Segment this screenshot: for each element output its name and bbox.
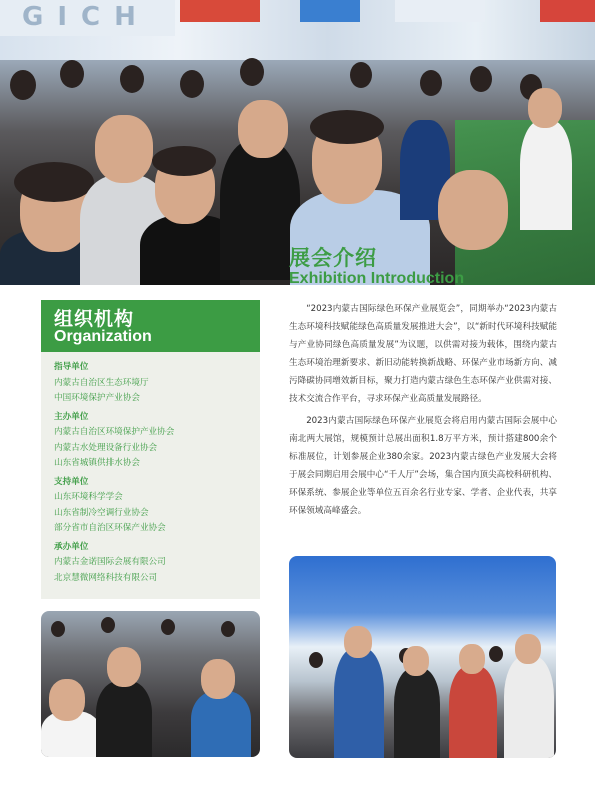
visitor-head xyxy=(120,65,144,93)
visitor-face xyxy=(238,100,288,158)
org-group-host xyxy=(54,410,254,472)
visitor-face xyxy=(403,646,429,676)
visitor-head xyxy=(221,621,235,637)
visitor-head xyxy=(60,60,84,88)
visitor-body xyxy=(520,120,572,230)
visitor-face xyxy=(515,634,541,664)
booth-banner xyxy=(395,0,485,22)
visitor-body xyxy=(449,666,497,758)
hall-sign-text: GICH xyxy=(22,2,150,32)
booth-banner xyxy=(540,0,595,22)
visitor-face xyxy=(438,170,508,250)
intro-paragraph: 2023内蒙古国际绿色环保产业展览会将启用内蒙古国际会展中心南北两大展馆，规模预计总展出面积1.8万平方米，预计搭建800余个标准展位，计划参展企业380余家。2023内蒙古绿色产业发展大会将于展会同期启用会展中心“千人厅”会场，集合国内顶尖高校科研机构、环保系统、参展企业等单位五百余名行业专家、学者、企业代表，共享环保领域高峰盛会。 xyxy=(289,416,557,516)
booth-banner xyxy=(300,0,360,22)
visitor-head xyxy=(161,619,175,635)
org-item: 中国环境保护产业协会 xyxy=(54,393,140,403)
visitor-face xyxy=(459,644,485,674)
visitor-head xyxy=(309,652,323,668)
org-item: 山东省制冷空调行业协会 xyxy=(54,507,149,518)
intro-body xyxy=(289,300,557,524)
intro-subtitle: Exhibition Introduction xyxy=(289,270,465,287)
organization-title: 组织机构 xyxy=(54,308,135,330)
visitor-head xyxy=(240,58,264,86)
visitor-body xyxy=(334,648,384,758)
visitor-head xyxy=(101,617,115,633)
organization-header xyxy=(41,300,260,352)
visitor-head xyxy=(10,70,36,100)
visitor-body xyxy=(96,681,152,757)
org-item: 内蒙古自治区生态环境厅 xyxy=(54,377,149,388)
organization-list xyxy=(54,360,254,589)
visitor-body xyxy=(191,691,251,757)
visitor-head xyxy=(14,162,94,202)
visitor-body xyxy=(504,656,554,758)
visitor-head xyxy=(180,70,204,98)
org-group-title: 支持单位 xyxy=(54,476,89,487)
org-group-title: 主办单位 xyxy=(54,411,89,422)
org-item: 山东省城镇供排水协会 xyxy=(54,458,140,468)
org-group-guidance xyxy=(54,360,254,407)
hall-sign xyxy=(0,0,175,36)
visitor-head xyxy=(350,62,372,88)
visitor-face xyxy=(49,679,85,721)
visitor-body xyxy=(394,668,440,758)
visitor-body xyxy=(220,140,300,280)
org-item: 内蒙古自治区环境保护产业协会 xyxy=(54,427,175,437)
visitor-face xyxy=(107,647,141,687)
org-item: 内蒙古金诺国际会展有限公司 xyxy=(54,557,166,567)
intro-title: 展会介绍 xyxy=(289,246,377,270)
org-item: 北京慧微网络科技有限公司 xyxy=(54,572,158,583)
org-group-title: 承办单位 xyxy=(54,541,89,552)
org-item: 内蒙古水处理设备行业协会 xyxy=(54,442,158,453)
org-group-title: 指导单位 xyxy=(54,362,89,372)
crowd-photo-left xyxy=(41,611,260,757)
visitor-head xyxy=(51,621,65,637)
visitor-head xyxy=(470,66,492,92)
booth-banner xyxy=(180,0,260,22)
org-item: 山东环境科学学会 xyxy=(54,492,123,502)
visitor-face xyxy=(344,626,372,658)
organization-subtitle: Organization xyxy=(54,328,152,345)
visitor-head xyxy=(489,646,503,662)
crowd-photo-right xyxy=(289,556,556,758)
visitor-head xyxy=(310,110,384,144)
intro-paragraph: “2023内蒙古国际绿色环保产业展览会”，同期举办“2023内蒙古生态环境科技赋能绿色高质量发展推进大会”，以“新时代环境科技赋能与产业协同绿色高质量发展”为议题，以供需对接为载体，围绕内蒙古生态环境治理新要求、新旧动能转换新战略、环保产业市场新方向、减污降碳协同增效新目标，聚力打造内蒙古绿色生态环保产业供需对接、技术交流合作平台，寻求环保产业高质量发展路径。 xyxy=(289,304,557,404)
visitor-head xyxy=(152,146,216,176)
visitor-face xyxy=(528,88,562,128)
org-group-support xyxy=(54,475,254,537)
org-item: 部分省市自治区环保产业协会 xyxy=(54,523,166,533)
visitor-face xyxy=(95,115,153,183)
visitor-face xyxy=(201,659,235,699)
org-group-organizer xyxy=(54,540,254,587)
visitor-head xyxy=(420,70,442,96)
